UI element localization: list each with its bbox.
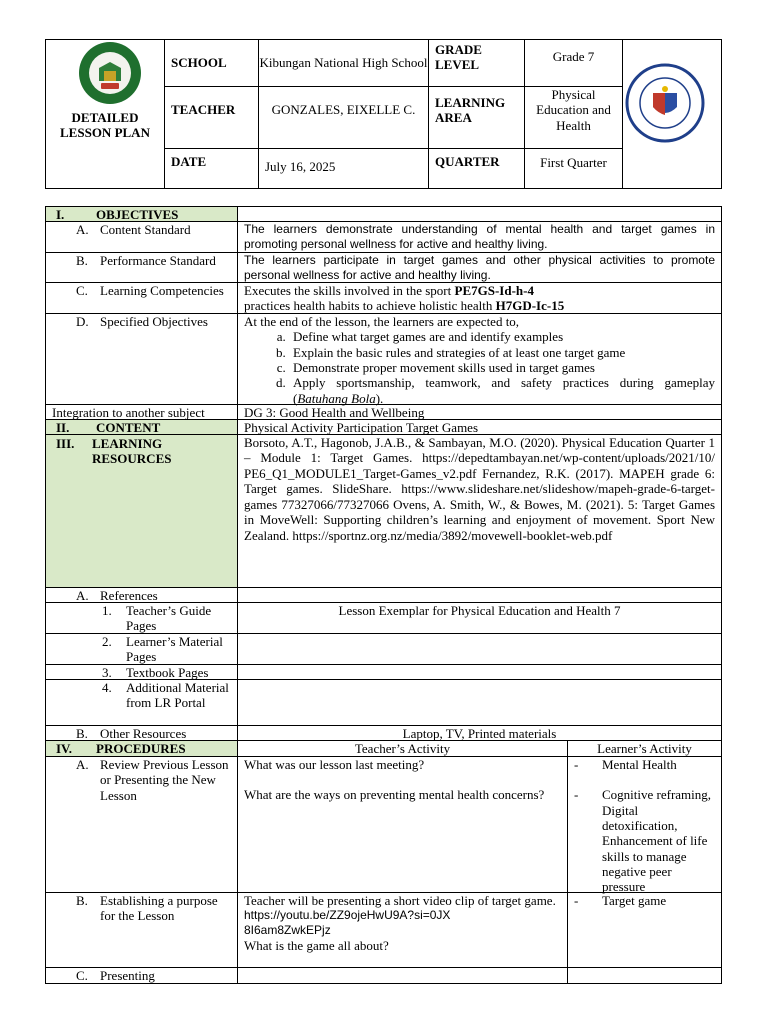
learning-resources-text: Borsoto, A.T., Hagonob, J.A.B., & Sambayan, M.O. (2020). Physical Education Quarter 1 – Module 1: Target Games. https://depedtambayan.net/wp-content/uploads/2021/10/ PE6_Q1_MODULE1_Target-Games_v2.pdf Fernandez, R.K. (2017). MAPEH grade 6: Target games. SlideShare. https://www.slideshare.net/slideshow/mapeh-grade-6-target-games 77327066/77327066 Ovens, A. Smith, W., & Bowes, M. (2021). 5: Target Games in MoveWell: Supporting children’s learning and enjoyment of movement. Sport New Zealand. https://sportnz.org.nz/media/3892/movewell-booklet-web.pdf	[244, 435, 715, 543]
purpose-teacher-activity: Teacher will be presenting a short video clip of target game. https://youtu.be/ZZ9ojeHwU9A?si=0JX8I6am8ZwkEPjz What is the game all about?	[238, 893, 567, 954]
date-label: DATE	[171, 154, 207, 169]
video-link[interactable]: https://youtu.be/ZZ9ojeHwU9A?si=0JX8I6am8ZwkEPjz	[244, 908, 451, 938]
references-label: A. References	[76, 588, 158, 603]
learning-area-label: LEARNING AREA	[435, 94, 506, 125]
objective-item: a. Define what target games are and identify examples	[289, 329, 715, 344]
content-standard-label: A. Content Standard	[76, 222, 191, 237]
objective-item: d. Apply sportsmanship, teamwork, and safety practices during gameplay (Batuhang Bola).	[289, 375, 715, 406]
procedures-heading: IV. PROCEDURES	[56, 741, 186, 756]
quarter-value: First Quarter	[540, 155, 607, 171]
content-heading: II. CONTENT	[56, 420, 161, 435]
learning-area-value: Physical Education and Health	[536, 87, 611, 133]
content-value: Physical Activity Participation Target Games	[244, 420, 479, 435]
quarter-label: QUARTER	[435, 154, 500, 169]
date-value: July 16, 2025	[265, 159, 336, 174]
school-value: Kibungan National High School	[259, 55, 428, 71]
objectives-heading: I. OBJECTIVES	[56, 207, 179, 222]
teacher-activity-header: Teacher’s Activity	[354, 741, 451, 756]
review-learner-activity: - Mental Health - Cognitive reframing, Digital detoxification, Enhancement of life skills to manage negative peer pressure	[574, 757, 712, 895]
learner-activity-header: Learner’s Activity	[597, 741, 692, 756]
school-label: SCHOOL	[171, 55, 227, 71]
grade-level-label: GRADE LEVEL	[435, 41, 482, 72]
presenting-label: C. Presenting	[76, 968, 155, 983]
teachers-guide-value: Lesson Exemplar for Physical Education and Health 7	[338, 603, 621, 618]
review-teacher-activity: What was our lesson last meeting? What are the ways on preventing mental health concerns?	[244, 757, 545, 803]
teacher-label: TEACHER	[171, 102, 236, 118]
performance-standard-label: B. Performance Standard	[76, 253, 216, 268]
establishing-purpose-label: B. Establishing a purpose for the Lesson	[76, 893, 218, 924]
school-logo	[77, 40, 143, 106]
deped-seal	[625, 63, 705, 143]
learning-competencies-text: Executes the skills involved in the sport PE7GS-Id-h-4 practices health habits to achieve holistic health H7GD-Ic-15	[244, 283, 565, 314]
other-resources-label: B. Other Resources	[76, 726, 187, 741]
integration-value: DG 3: Good Health and Wellbeing	[244, 405, 425, 420]
teacher-value: GONZALES, EIXELLE C.	[271, 102, 416, 118]
purpose-learner-activity: - Target game	[574, 893, 667, 908]
textbook-label: 3. Textbook Pages	[102, 665, 209, 680]
learning-competencies-label: C. Learning Competencies	[76, 283, 224, 298]
grade-level-value: Grade 7	[552, 49, 595, 65]
other-resources-value: Laptop, TV, Printed materials	[402, 726, 557, 741]
specified-objectives-label: D. Specified Objectives	[76, 314, 208, 329]
performance-standard-text: The learners participate in target games and other physical activities to promote personal wellness for active and healthy living.	[244, 253, 715, 282]
content-standard-text: The learners demonstrate understanding of mental health and target games in promoting personal wellness for active and healthy living.	[244, 222, 715, 251]
learners-material-label: 2. Learner’s Material Pages	[102, 634, 223, 665]
specified-objectives-text: At the end of the lesson, the learners are expected to, a. Define what target games are and identify examples b. Explain the basic rules and strategies of at least one target game c. Demonstrate proper movement skills used in target games d. Apply sportsmanship, teamwork, and safety practices during gameplay (Batuhang Bola).	[238, 314, 721, 406]
integration-label: Integration to another subject	[52, 405, 205, 420]
learning-resources-heading: III. LEARNING RESOURCES	[56, 436, 172, 467]
review-lesson-label: A. Review Previous Lesson or Presenting the New Lesson	[76, 757, 229, 803]
objective-item: c. Demonstrate proper movement skills used in target games	[289, 360, 715, 375]
objective-item: b. Explain the basic rules and strategies of at least one target game	[289, 345, 715, 360]
teachers-guide-label: 1. Teacher’s Guide Pages	[102, 603, 212, 634]
additional-material-label: 4. Additional Material from LR Portal	[102, 680, 229, 711]
document-title: DETAILED LESSON PLAN	[60, 109, 150, 140]
